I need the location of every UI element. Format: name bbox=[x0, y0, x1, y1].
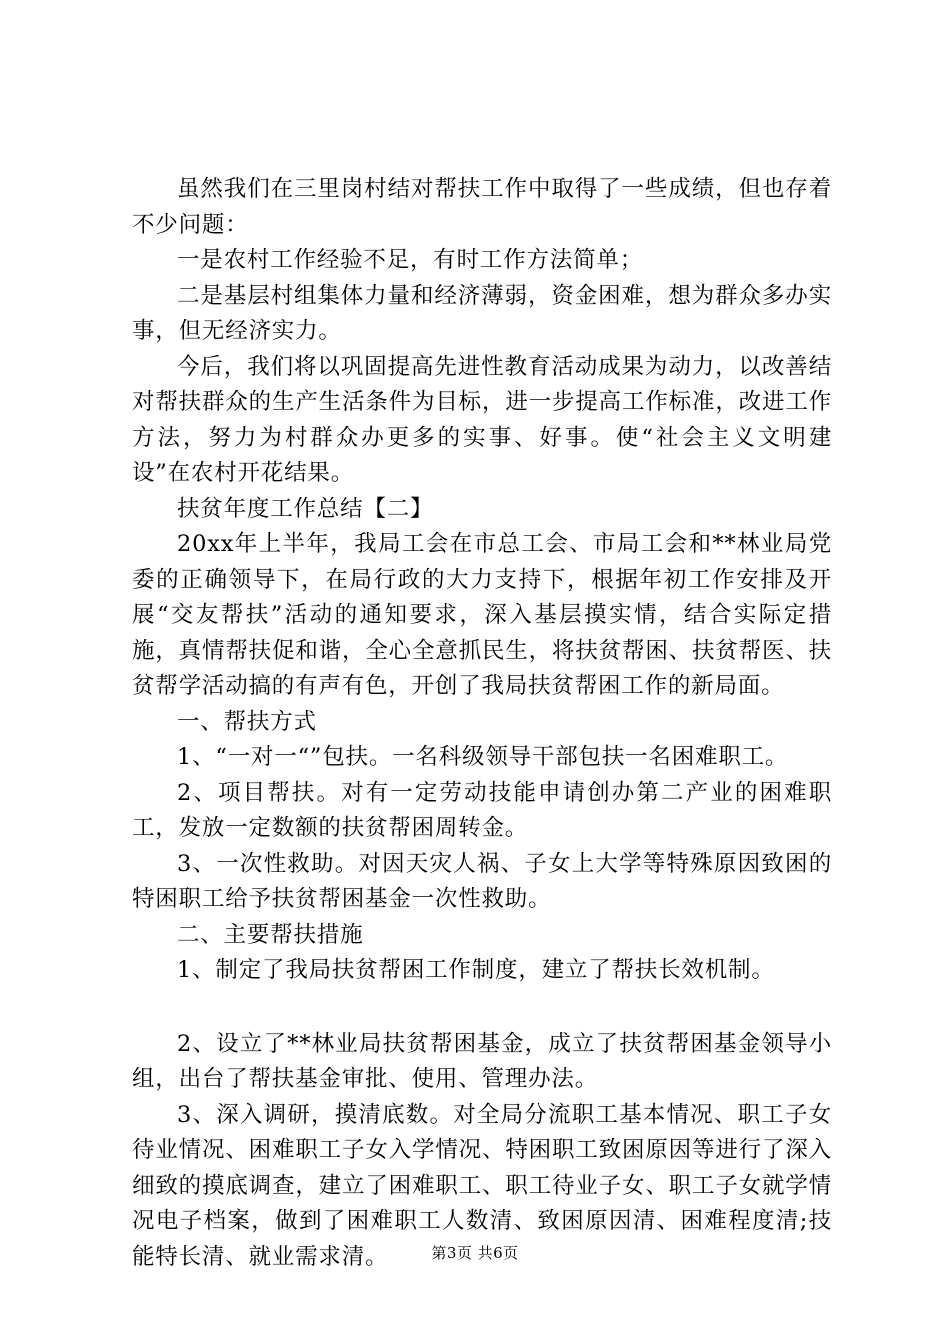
page-footer: 第3页 共6页 bbox=[431, 1244, 519, 1262]
list-item: 3、一次性救助。对因天灾人祸、子女上大学等特殊原因致困的特困职工给予扶贫帮困基金一次性救助。 bbox=[132, 850, 832, 912]
blank-line bbox=[132, 989, 832, 1027]
paragraph: 今后，我们将以巩固提高先进性教育活动成果为动力，以改善结对帮扶群众的生产生活条件为目标，进一步提高工作标准，改进工作方法，努力为村群众办更多的实事、好事。使“社会主义文明建设”在农村开花结果。 bbox=[132, 353, 832, 486]
list-item: 2、项目帮扶。对有一定劳动技能申请创办第二产业的困难职工，发放一定数额的扶贫帮困周转金。 bbox=[132, 779, 832, 841]
section-heading: 一、帮扶方式 bbox=[177, 708, 317, 735]
paragraph: 虽然我们在三里岗村结对帮扶工作中取得了一些成绩，但也存着不少问题： bbox=[132, 176, 832, 238]
list-item: 3、深入调研，摸清底数。对全局分流职工基本情况、职工子女待业情况、困难职工子女入学情况、特困职工致困原因等进行了深入细致的摸底调查，建立了困难职工、职工待业子女、职工子女就学情况电子档案，做到了困难职工人数清、致困原因清、困难程度清;技能特长清、就业需求清。 bbox=[132, 1101, 832, 1270]
document-body bbox=[132, 172, 832, 1275]
list-item: 1、制定了我局扶贫帮困工作制度，建立了帮扶长效机制。 bbox=[177, 957, 775, 983]
section-title: 扶贫年度工作总结【二】 bbox=[177, 495, 434, 522]
paragraph: 20xx年上半年，我局工会在市总工会、市局工会和**林业局党委的正确领导下，在局行政的大力支持下，根据年初工作安排及开展“交友帮扶”活动的通知要求，深入基层摸实情，结合实际定措施，真情帮扶促和谐，全心全意抓民生，将扶贫帮困、扶贫帮医、扶贫帮学活动搞的有声有色，开创了我局扶贫帮困工作的新局面。 bbox=[132, 531, 832, 699]
paragraph: 一是农村工作经验不足，有时工作方法简单； bbox=[177, 247, 644, 273]
list-item: 2、设立了**林业局扶贫帮困基金，成立了扶贫帮困基金领导小组，出台了帮扶基金审批、使用、管理办法。 bbox=[132, 1030, 832, 1092]
list-item: 1、“一对一“”包扶。一名科级领导干部包扶一名困难职工。 bbox=[177, 744, 789, 770]
paragraph: 二是基层村组集体力量和经济薄弱，资金困难，想为群众多办实事，但无经济实力。 bbox=[132, 282, 832, 344]
section-heading: 二、主要帮扶措施 bbox=[177, 921, 364, 948]
